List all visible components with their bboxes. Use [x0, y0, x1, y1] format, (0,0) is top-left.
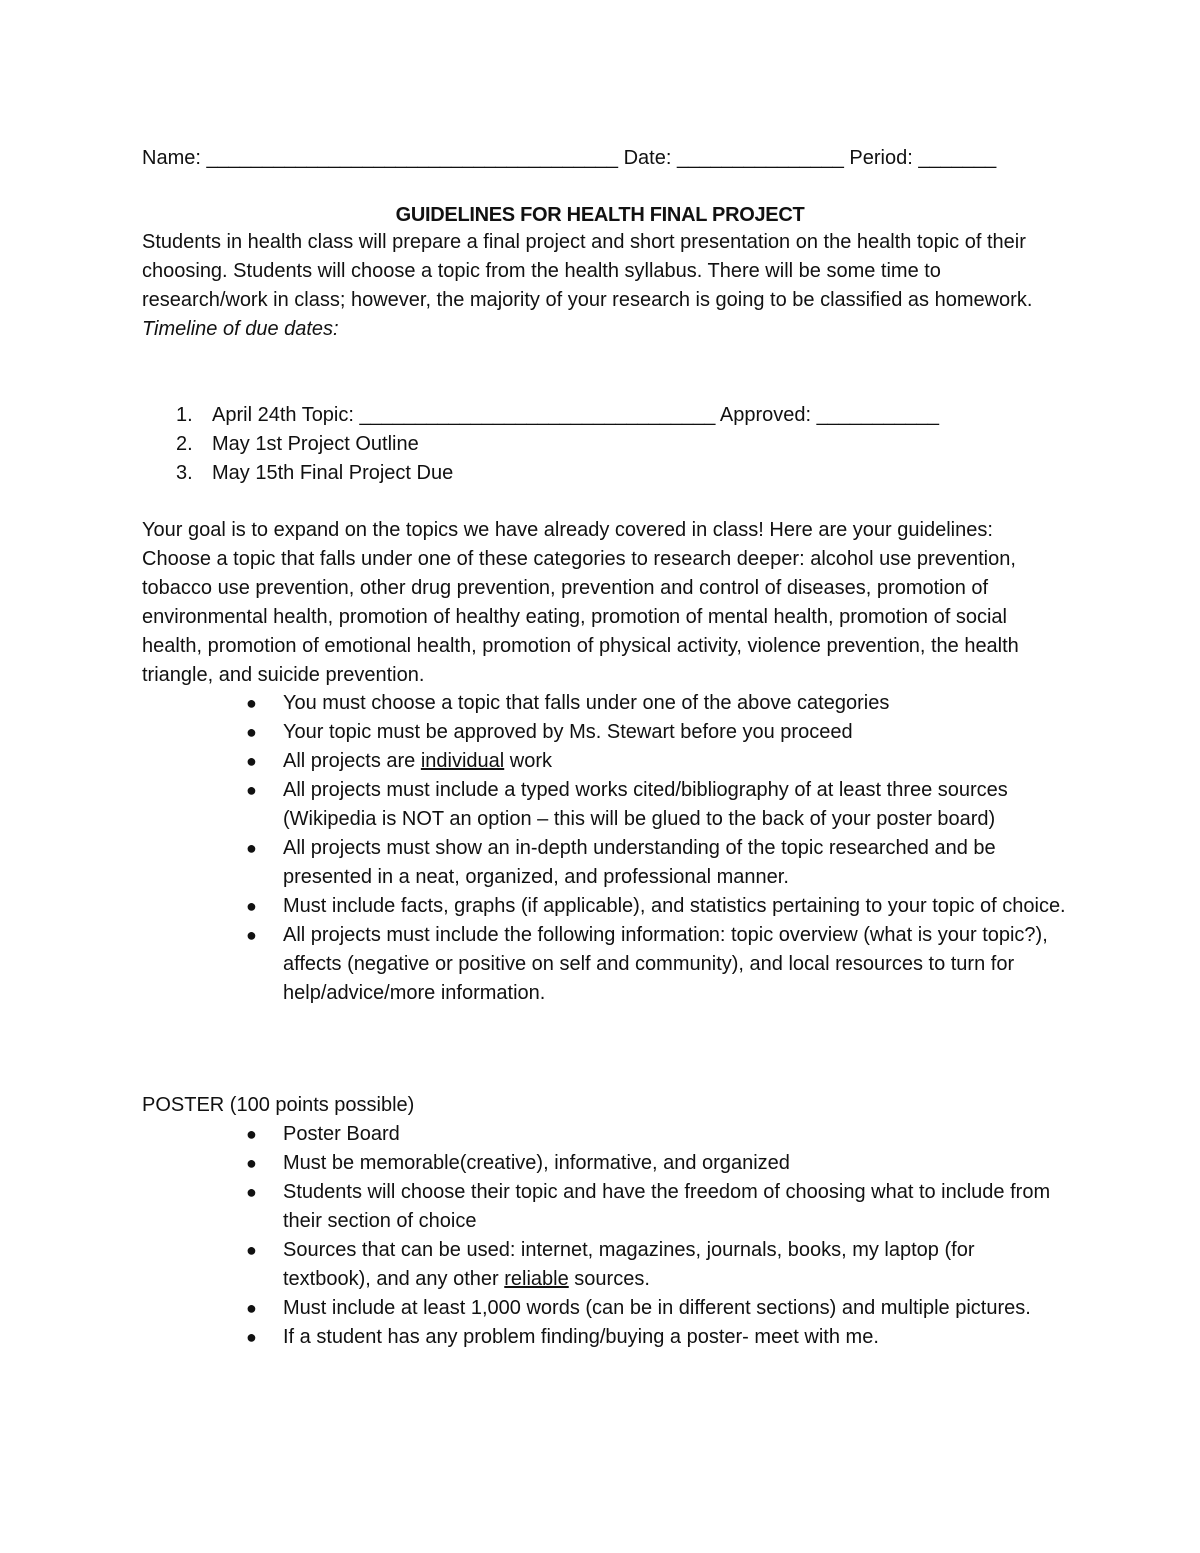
list-item — [142, 776, 1067, 834]
period-blank: _______ — [918, 147, 997, 169]
list-item — [142, 892, 1067, 921]
timeline-item-text: May 15th Final Project Due — [212, 462, 454, 484]
guideline-text: All projects must include the following information: topic overview (what is your topic?), affects (negative or positive on self and community), and local resources to turn for help/advice/more information. — [283, 924, 1048, 1004]
list-item — [142, 1149, 1067, 1178]
bullet-icon: ● — [246, 693, 257, 713]
period-label: Period: — [849, 147, 913, 169]
underlined-word: individual — [420, 750, 505, 772]
guidelines-list — [142, 689, 1067, 1008]
poster-item-text: Students will choose their topic and have the freedom of choosing what to include from their section of choice — [283, 1181, 1051, 1232]
guideline-text: You must choose a topic that falls under one of the above categories — [283, 692, 890, 714]
date-label: Date: — [623, 147, 672, 169]
bullet-icon: ● — [246, 925, 257, 945]
poster-item-text-post: sources. — [568, 1268, 650, 1290]
list-item — [142, 1120, 1067, 1149]
list-number: 3. — [176, 462, 193, 484]
bullet-icon: ● — [246, 722, 257, 742]
list-item — [142, 1178, 1067, 1236]
guideline-text-pre: All projects are — [283, 750, 421, 772]
list-item — [142, 921, 1067, 1008]
bullet-icon: ● — [246, 780, 257, 800]
timeline-item-text: April 24th Topic: ________________________________ Approved: ___________ — [212, 404, 939, 426]
list-item — [142, 834, 1067, 892]
poster-item-text: If a student has any problem finding/buying a poster- meet with me. — [283, 1326, 879, 1348]
bullet-icon: ● — [246, 896, 257, 916]
poster-list — [142, 1120, 1067, 1352]
poster-item-text: Poster Board — [283, 1123, 400, 1145]
name-label: Name: — [142, 147, 201, 169]
list-item — [142, 689, 1067, 718]
list-item — [142, 747, 1067, 776]
goal-paragraph: Your goal is to expand on the topics we have already covered in class! Here are your guidelines: Choose a topic that falls under one of these categories to research deeper: alcohol use prevention, tobacco use prevention, other drug prevention, prevention and control of diseases, promotion of environmental health, promotion of healthy eating, promotion of mental health, promotion of social health, promotion of emotional health, promotion of physical activity, violence prevention, the health triangle, and suicide prevention. — [142, 519, 1019, 686]
timeline-list — [142, 401, 939, 488]
bullet-icon: ● — [246, 1327, 257, 1347]
underlined-word: reliable — [504, 1268, 569, 1290]
bullet-icon: ● — [246, 838, 257, 858]
guideline-text-post: work — [504, 750, 553, 772]
list-item — [142, 1323, 1067, 1352]
timeline-item-text: May 1st Project Outline — [212, 433, 419, 455]
intro-paragraph: Students in health class will prepare a final project and short presentation on the health topic of their choosing. Students will choose a topic from the health syllabus. There will be some time to research/work in class; however, the majority of your research is going to be classified as homework. — [142, 231, 1033, 311]
name-blank: _____________________________________ — [206, 147, 619, 169]
bullet-icon: ● — [246, 1153, 257, 1173]
list-item — [142, 401, 939, 430]
list-item — [142, 1294, 1067, 1323]
list-item — [142, 459, 939, 488]
list-number: 2. — [176, 433, 193, 455]
document-title: GUIDELINES FOR HEALTH FINAL PROJECT — [395, 204, 805, 226]
list-number: 1. — [176, 404, 193, 426]
poster-item-text: Must include at least 1,000 words (can be in different sections) and multiple pictures. — [283, 1297, 1031, 1319]
intro-section — [142, 228, 1062, 344]
student-info-line — [142, 144, 996, 173]
list-item — [142, 1236, 1067, 1294]
list-item — [142, 718, 1067, 747]
guideline-text: All projects must show an in-depth understanding of the topic researched and be presented in a neat, organized, and professional manner. — [283, 837, 996, 888]
bullet-icon: ● — [246, 1124, 257, 1144]
poster-item-text: Must be memorable(creative), informative, and organized — [283, 1152, 790, 1174]
timeline-label: Timeline of due dates: — [142, 318, 339, 340]
bullet-icon: ● — [246, 1182, 257, 1202]
date-blank: _______________ — [676, 147, 844, 169]
guideline-text: Your topic must be approved by Ms. Stewart before you proceed — [283, 721, 853, 743]
bullet-icon: ● — [246, 1298, 257, 1318]
list-item — [142, 430, 939, 459]
poster-item-text-pre: Sources that can be used: internet, magazines, journals, books, my laptop (for textbook), and any other — [283, 1239, 975, 1290]
poster-heading: POSTER (100 points possible) — [142, 1094, 415, 1116]
guideline-text: All projects must include a typed works cited/bibliography of at least three sources (Wikipedia is NOT an option – this will be glued to the back of your poster board) — [283, 779, 1008, 830]
bullet-icon: ● — [246, 1240, 257, 1260]
guideline-text: Must include facts, graphs (if applicable), and statistics pertaining to your topic of choice. — [283, 895, 1066, 917]
bullet-icon: ● — [246, 751, 257, 771]
